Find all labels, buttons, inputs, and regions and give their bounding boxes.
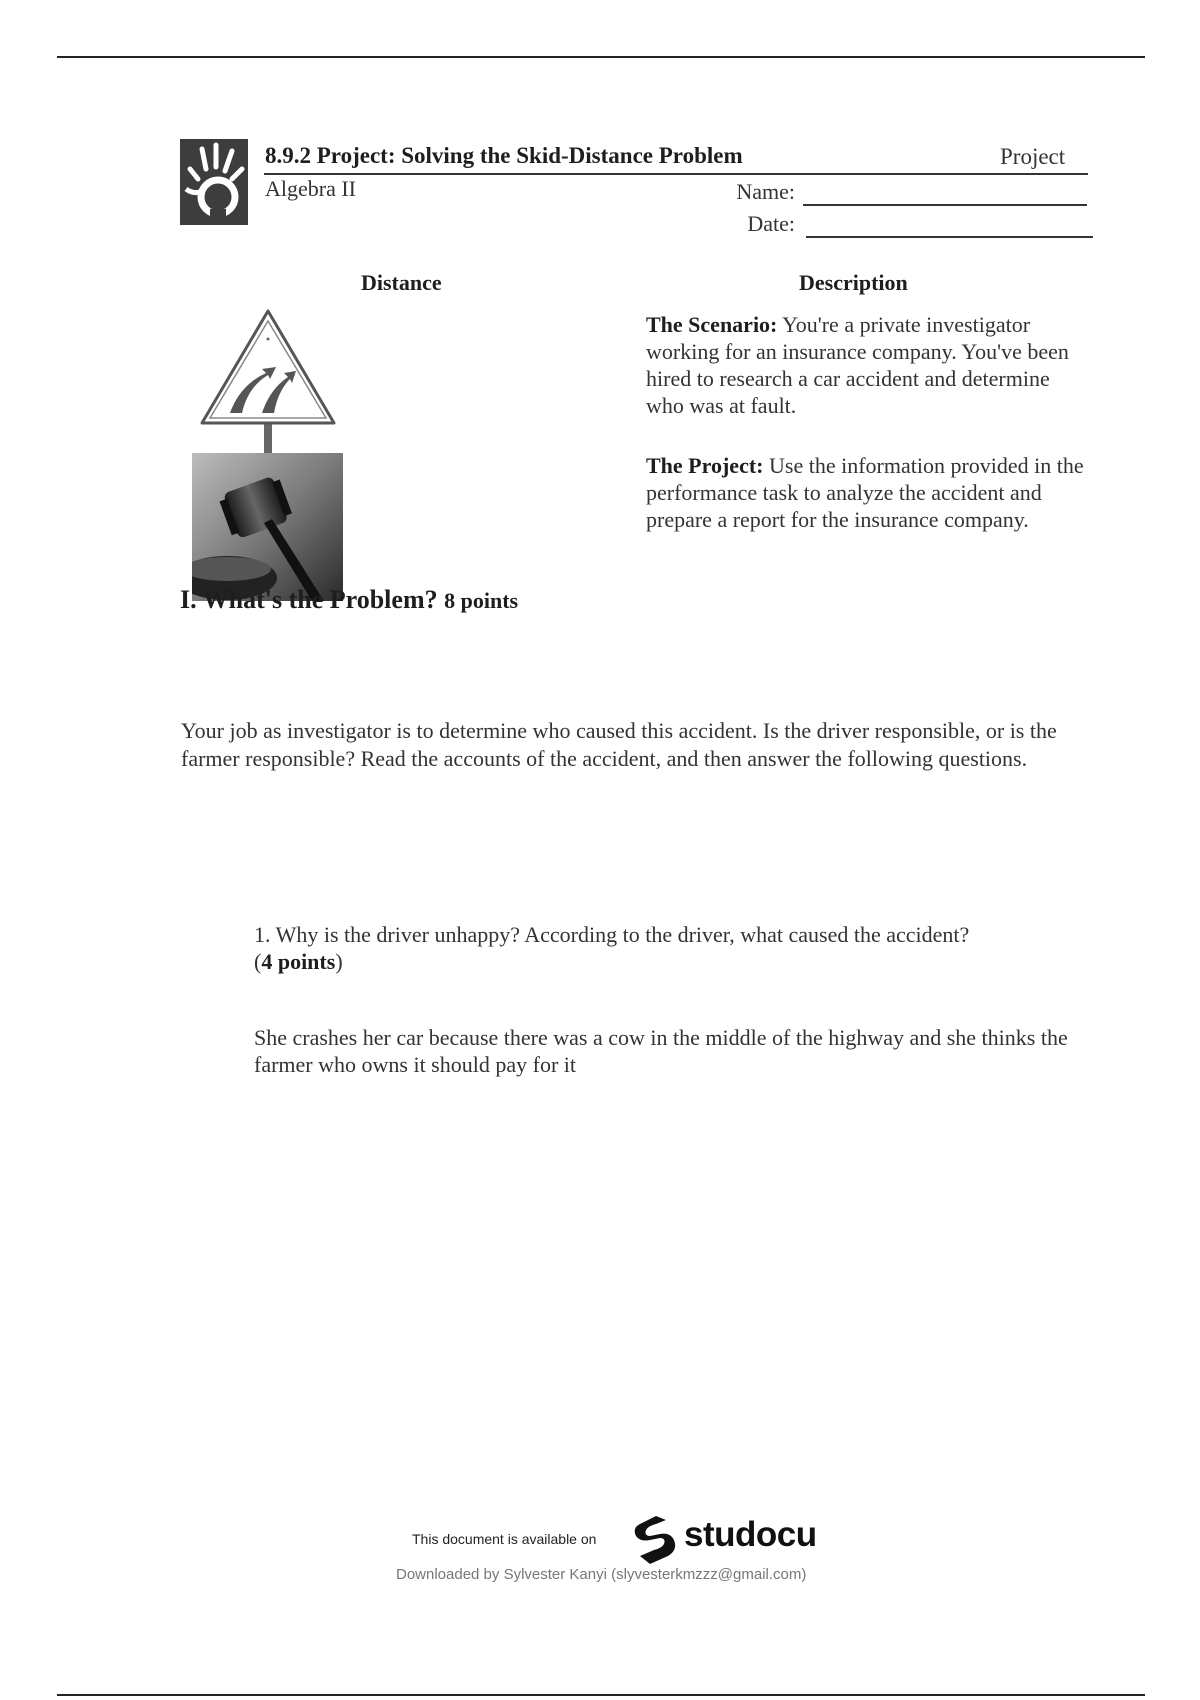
slippery-road-sign-icon bbox=[200, 305, 338, 455]
question-1-text: 1. Why is the driver unhappy? According to the driver, what caused the accident? ( bbox=[254, 922, 970, 974]
gavel-photo bbox=[192, 453, 343, 601]
date-field[interactable] bbox=[806, 236, 1093, 238]
description-heading: Description bbox=[799, 270, 908, 295]
scenario-text: You're a private investigator working for an insurance company. You've been hired to research a car accident and determine who was at fault. bbox=[646, 312, 1069, 418]
date-label: Date: bbox=[747, 211, 795, 236]
project-label: The Project: bbox=[646, 453, 764, 478]
section-title: I. What's the Problem? bbox=[180, 585, 438, 614]
project-text: Use the information provided in the performance task to analyze the accident and prepare a report for the insurance company. bbox=[646, 453, 1084, 532]
hand-bulb-logo-icon bbox=[180, 139, 248, 225]
document-kind: Project bbox=[1000, 144, 1066, 169]
section-heading bbox=[180, 585, 518, 615]
footer-downloaded-text: Downloaded by Sylvester Kanyi (slyvesterkmzzz@gmail.com) bbox=[396, 1566, 807, 1583]
question-1-close: ) bbox=[335, 948, 343, 974]
distance-heading: Distance bbox=[361, 270, 442, 295]
question-1-answer: She crashes her car because there was a cow in the middle of the highway and she thinks the farmer who owns it should pay for it bbox=[254, 1025, 1068, 1077]
scenario-paragraph bbox=[646, 311, 1086, 419]
header-rule bbox=[264, 173, 1088, 175]
intro-paragraph: Your job as investigator is to determine who caused this accident. Is the driver responsible, or is the farmer responsible? Read the accounts of the accident, and then answer the following questions. bbox=[181, 718, 1057, 771]
bottom-rule bbox=[57, 1694, 1145, 1696]
course-name: Algebra II bbox=[265, 176, 357, 201]
studocu-brand[interactable]: studocu bbox=[684, 1515, 817, 1554]
project-paragraph bbox=[646, 452, 1086, 533]
name-label: Name: bbox=[736, 179, 795, 204]
footer-available-text: This document is available on bbox=[412, 1531, 597, 1547]
studocu-logo-icon bbox=[630, 1514, 680, 1566]
question-1 bbox=[254, 922, 974, 975]
section-points: 8 points bbox=[444, 588, 519, 613]
top-rule bbox=[57, 56, 1145, 58]
name-field[interactable] bbox=[803, 204, 1087, 206]
document-title: 8.9.2 Project: Solving the Skid-Distance Problem bbox=[265, 143, 743, 168]
question-1-points: 4 points bbox=[261, 948, 336, 974]
scenario-label: The Scenario: bbox=[646, 312, 778, 337]
